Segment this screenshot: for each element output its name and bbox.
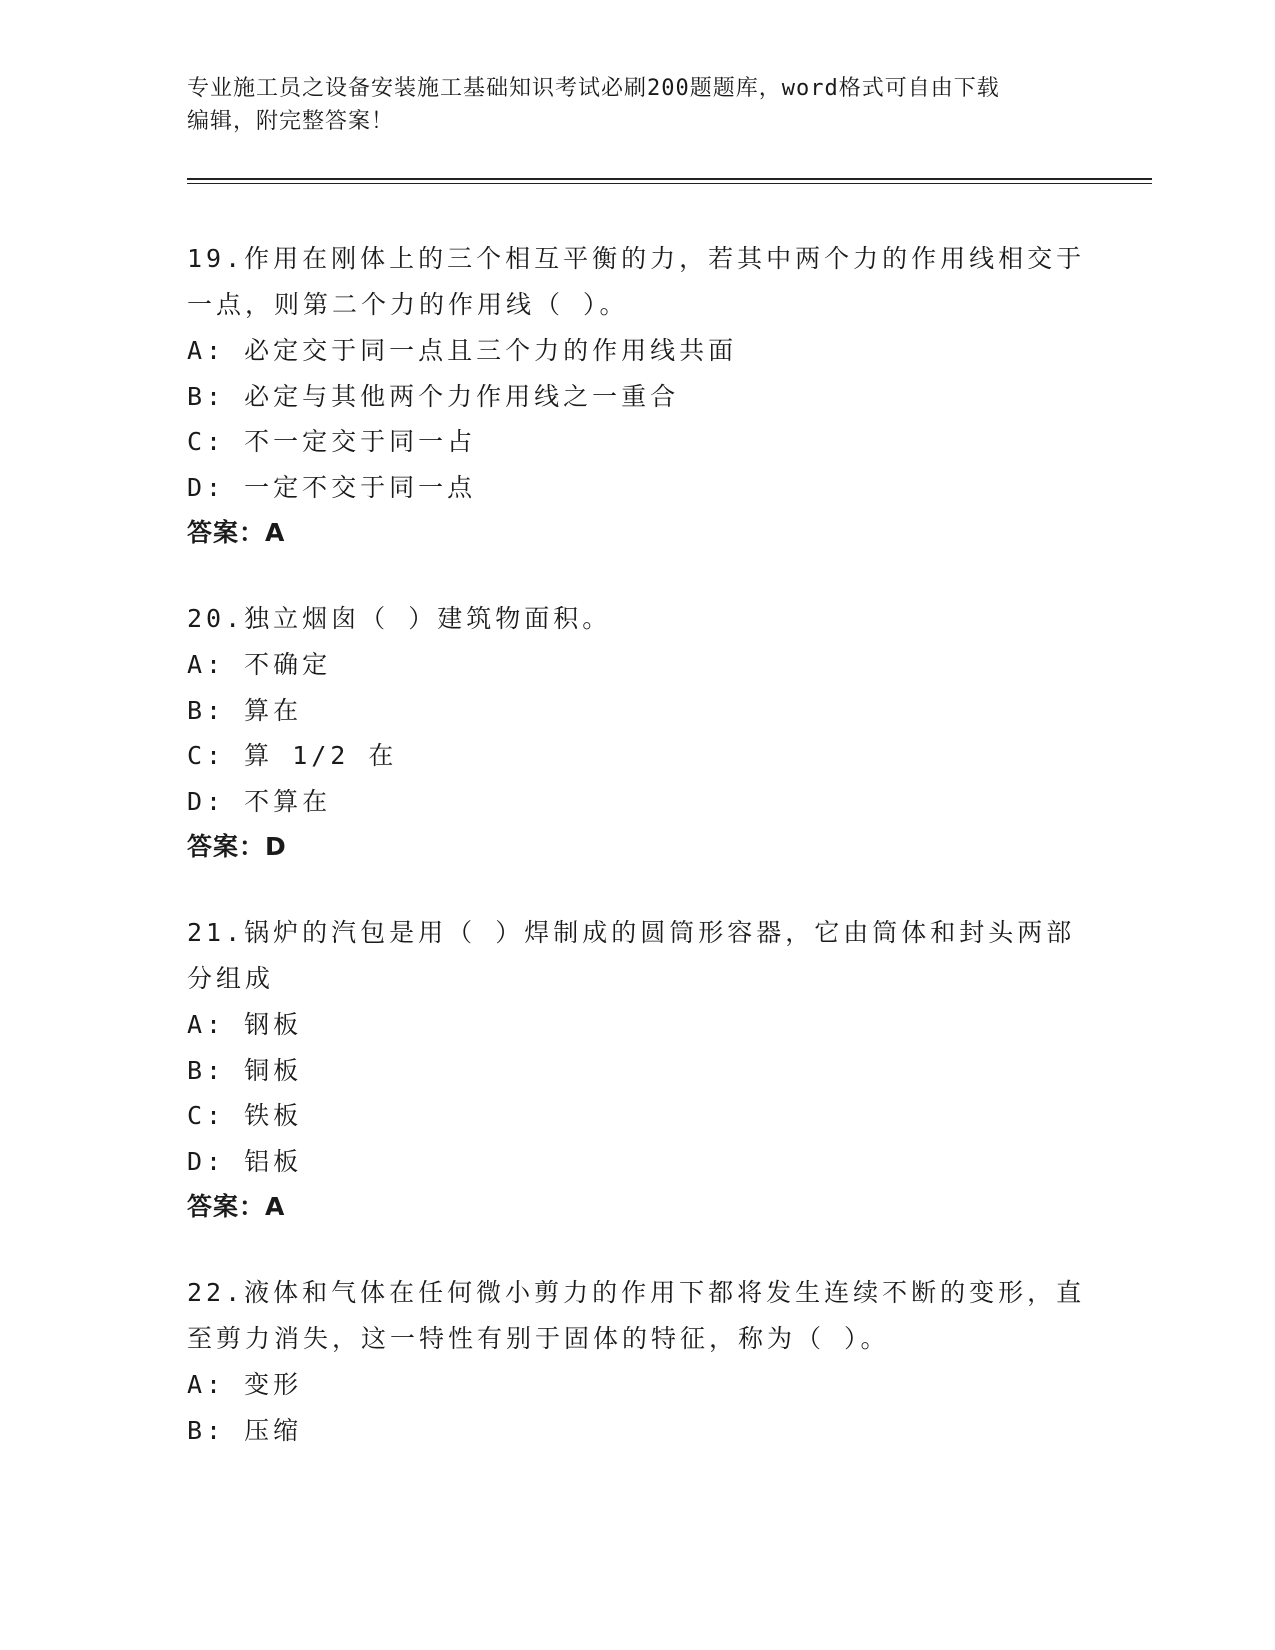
option-b: B: 铜板	[187, 1055, 303, 1085]
question-stem-line: 22.液体和气体在任何微小剪力的作用下都将发生连续不断的变形，直	[187, 1278, 1086, 1307]
option-d: D: 铝板	[187, 1146, 303, 1176]
question-stem-line: 21.锅炉的汽包是用（ ）焊制成的圆筒形容器，它由筒体和封头两部	[187, 918, 1076, 947]
question-19	[187, 236, 1087, 556]
option-c: C: 铁板	[187, 1101, 303, 1130]
document-header	[187, 72, 1087, 138]
option-b: B: 压缩	[187, 1415, 303, 1445]
option-d: D: 一定不交于同一点	[187, 472, 477, 502]
question-stem-line: 分组成	[187, 964, 275, 993]
header-line-2: 编辑，附完整答案！	[187, 109, 395, 134]
question-stem-line: 19.作用在刚体上的三个相互平衡的力，若其中两个力的作用线相交于	[187, 244, 1086, 273]
answer: 答案：A	[187, 1192, 286, 1221]
question-stem-line: 20.独立烟囱（ ）建筑物面积。	[187, 604, 612, 633]
header-divider	[187, 178, 1152, 180]
header-divider-thin	[187, 183, 1152, 184]
question-21	[187, 910, 1087, 1230]
question-22	[187, 1270, 1087, 1453]
header-line-1: 专业施工员之设备安装施工基础知识考试必刷200题题库，word格式可自由下载	[187, 76, 1000, 101]
option-a: A: 必定交于同一点且三个力的作用线共面	[187, 336, 738, 365]
option-a: A: 变形	[187, 1370, 303, 1399]
question-20	[187, 596, 1087, 870]
option-c: C: 不一定交于同一占	[187, 427, 477, 456]
option-a: A: 不确定	[187, 650, 332, 679]
option-a: A: 钢板	[187, 1010, 303, 1039]
answer: 答案：A	[187, 518, 286, 547]
option-b: B: 算在	[187, 695, 303, 725]
question-list	[187, 236, 1087, 1493]
option-d: D: 不算在	[187, 786, 332, 816]
answer: 答案：D	[187, 832, 287, 861]
option-b: B: 必定与其他两个力作用线之一重合	[187, 381, 680, 411]
question-stem-line: 一点，则第二个力的作用线（ ）。	[187, 290, 629, 319]
question-stem-line: 至剪力消失，这一特性有别于固体的特征，称为（ ）。	[187, 1324, 890, 1353]
option-c: C: 算 1/2 在	[187, 741, 398, 770]
